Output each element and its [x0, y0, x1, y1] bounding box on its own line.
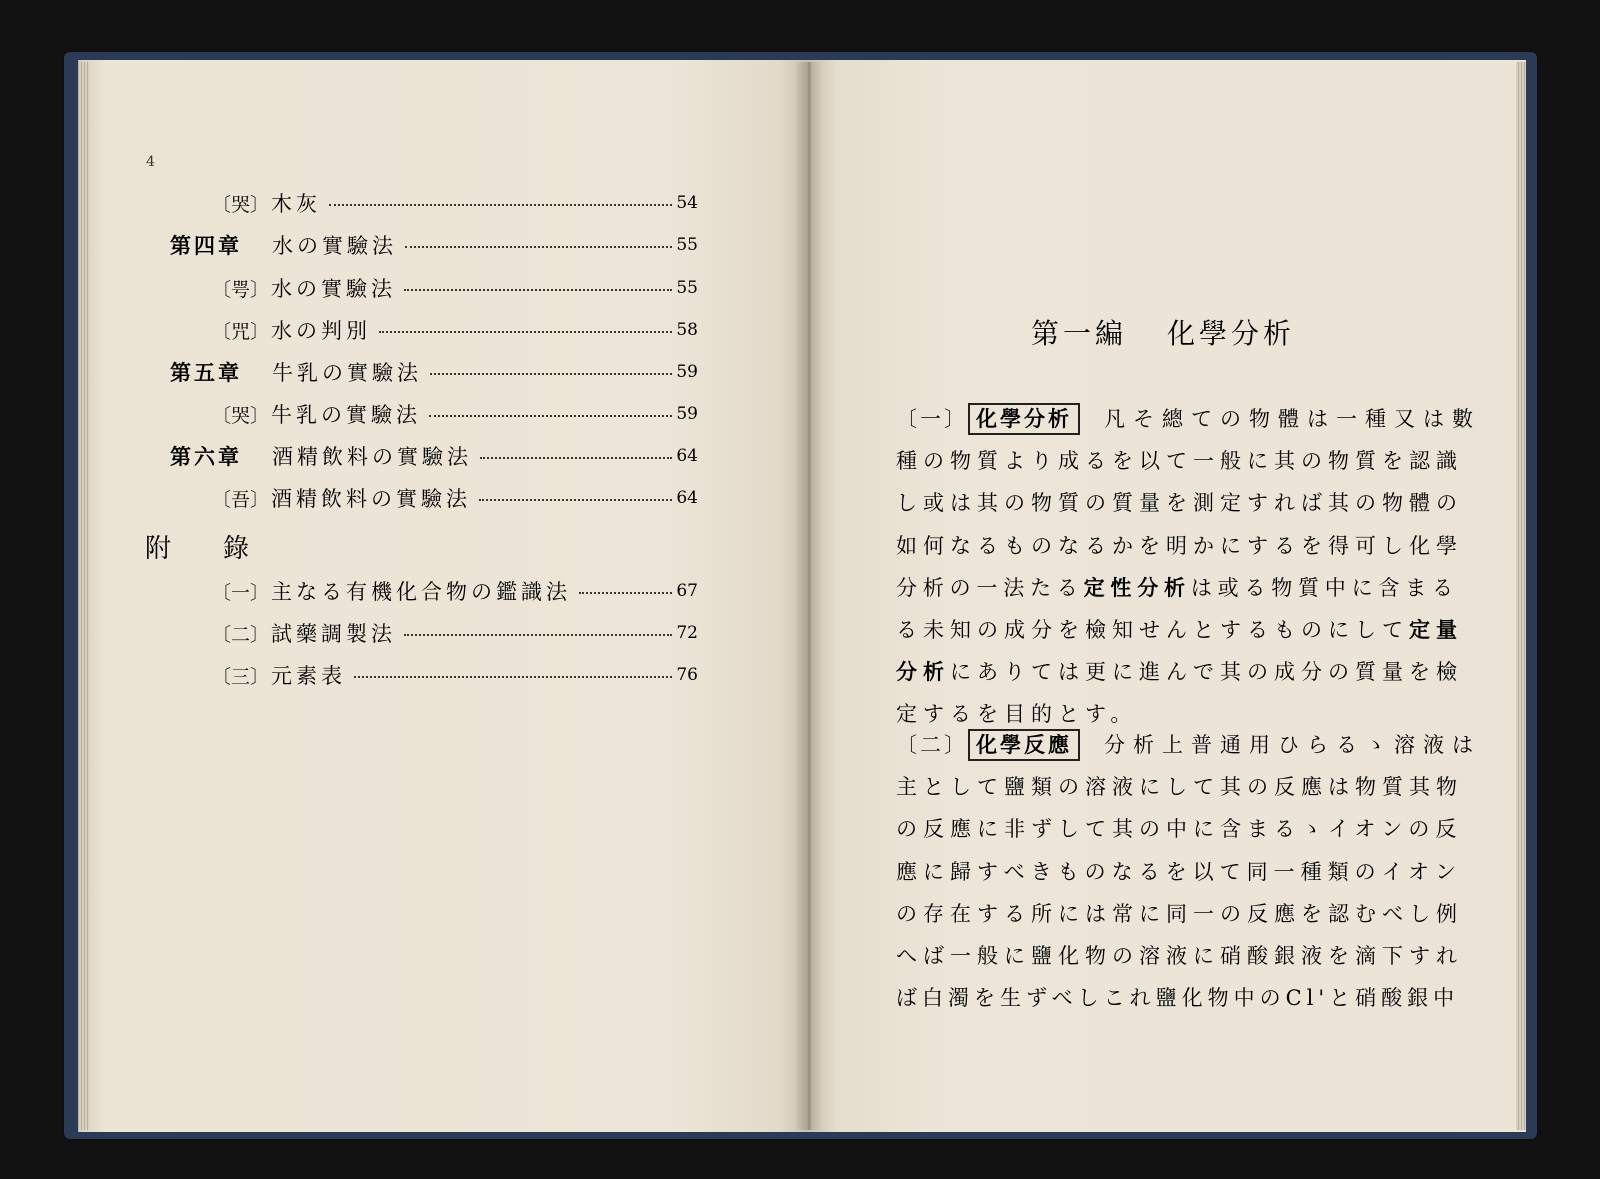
section-number: 第一編: [1031, 317, 1128, 350]
toc-page: 55: [676, 278, 698, 298]
page-number: 4: [146, 154, 155, 170]
toc-chapter-row: [170, 440, 698, 472]
text-fragment: 凡そ總ての物體は一種又は數: [1104, 407, 1481, 431]
text-fragment: 分析上普通用ひらるゝ溶液は: [1104, 733, 1481, 757]
leader-dots: [379, 331, 672, 333]
toc-chapter-row: [170, 356, 698, 388]
toc-chapter-row: [170, 229, 698, 261]
toc-page: 54: [676, 193, 698, 213]
toc-page: 64: [676, 446, 698, 466]
leader-dots: [430, 373, 672, 375]
toc-number: 〔咢〕: [212, 278, 270, 301]
appendix-heading: [145, 528, 249, 565]
text-fragment: にありては更に進んで其の成分の質量を檢: [950, 660, 1463, 685]
toc-title: 試藥調製法: [271, 622, 397, 646]
boxed-heading: 化學分析: [968, 403, 1080, 435]
leader-dots: [354, 676, 672, 678]
toc-row: [212, 398, 698, 430]
toc-number: 〔二〕: [212, 623, 270, 646]
toc-title: 元素表: [271, 664, 347, 688]
toc-page: 64: [676, 488, 698, 508]
toc-title: 牛乳の實驗法: [272, 361, 422, 385]
text-line: し或は其の物質の質量を測定すれば其の物體の: [896, 491, 1463, 516]
text-line: 如何なるものなるかを明かにするを得可し化學: [896, 533, 1463, 558]
toc-title: 木灰: [271, 192, 322, 216]
toc-number: 〔一〕: [212, 581, 270, 604]
toc-page: 72: [676, 623, 698, 643]
text-line: [896, 398, 1481, 440]
toc-row: [212, 314, 698, 346]
appendix-row: [212, 659, 698, 691]
section-name: 化學分析: [1167, 317, 1296, 350]
left-page-edges: [79, 62, 89, 1130]
toc-number: 〔三〕: [212, 665, 270, 688]
text-line: 主として鹽類の溶液にして其の反應は物質其物: [896, 775, 1463, 800]
paragraph-number: 〔一〕: [896, 407, 968, 431]
appendix-row: [212, 617, 698, 649]
text-line: [896, 609, 1463, 651]
paragraph-number: 〔二〕: [896, 733, 968, 757]
leader-dots: [479, 499, 672, 501]
appendix-char: 錄: [223, 534, 250, 564]
leader-dots: [329, 204, 672, 206]
toc-title: 酒精飲料の實驗法: [271, 487, 472, 511]
leader-dots: [404, 289, 672, 291]
book-gutter: [794, 62, 824, 1130]
toc-row: [212, 187, 698, 219]
text-line: [896, 567, 1458, 609]
toc-row: [212, 482, 698, 514]
leader-dots: [404, 634, 672, 636]
paragraph-chemical-reaction: [896, 724, 1481, 1019]
text-line: [896, 724, 1481, 766]
chapter-label: 第六章: [170, 444, 242, 469]
text-line: ば白濁を生ずべしこれ鹽化物中のCl'と硝酸銀中: [896, 986, 1460, 1011]
toc-row: [212, 272, 698, 304]
toc-number: 〔吾〕: [212, 488, 270, 511]
boxed-heading: 化學反應: [968, 729, 1080, 761]
text-line: 種の物質より成るを以て一般に其の物質を認識: [896, 449, 1463, 474]
toc-title: 水の實驗法: [272, 234, 397, 258]
appendix-row: [212, 575, 698, 607]
toc-page: 55: [676, 235, 698, 255]
text-line: の存在する所には常に同一の反應を認むべし例: [896, 901, 1463, 926]
toc-title: 水の實驗法: [271, 277, 397, 301]
leader-dots: [429, 415, 672, 417]
text-line: の反應に非ずして其の中に含まるゝイオンの反: [896, 817, 1463, 842]
toc-number: 〔咒〕: [212, 320, 270, 343]
toc-number: 〔哭〕: [212, 193, 270, 216]
toc-page: 59: [676, 362, 698, 382]
right-page-edges: [1516, 62, 1526, 1130]
toc-number: 〔哭〕: [212, 404, 270, 427]
chapter-label: 第五章: [170, 360, 242, 385]
toc-title: 主なる有機化合物の鑑識法: [271, 580, 572, 604]
toc-title: 酒精飲料の實驗法: [272, 445, 472, 469]
text-line: へば一般に鹽化物の溶液に硝酸銀液を滴下すれ: [896, 943, 1463, 968]
toc-page: 59: [676, 404, 698, 424]
bold-term: 定性分析: [1083, 574, 1191, 600]
bold-term: 定量: [1409, 616, 1463, 642]
toc-title: 牛乳の實驗法: [271, 403, 422, 427]
appendix-char: 附: [145, 534, 172, 564]
toc-page: 67: [676, 581, 698, 601]
leader-dots: [480, 457, 672, 459]
text-line: [896, 651, 1463, 693]
text-fragment: る未知の成分を檢知せんとするものにして: [896, 617, 1409, 642]
leader-dots: [405, 246, 672, 248]
toc-page: 58: [676, 320, 698, 340]
text-fragment: 分析の一法たる: [896, 575, 1084, 600]
bold-term: 分析: [896, 659, 950, 685]
chapter-label: 第四章: [170, 233, 242, 258]
leader-dots: [579, 592, 672, 594]
text-fragment: は或る物質中に含まる: [1190, 575, 1459, 600]
text-line: 應に歸すべきものなるを以て同一種類のイオン: [896, 859, 1462, 884]
toc-page: 76: [676, 665, 698, 685]
section-title: [1031, 312, 1295, 352]
toc-title: 水の判別: [271, 319, 372, 343]
paragraph-chemical-analysis: [896, 398, 1481, 736]
text-line: 定するを目的とす。: [896, 702, 1138, 727]
